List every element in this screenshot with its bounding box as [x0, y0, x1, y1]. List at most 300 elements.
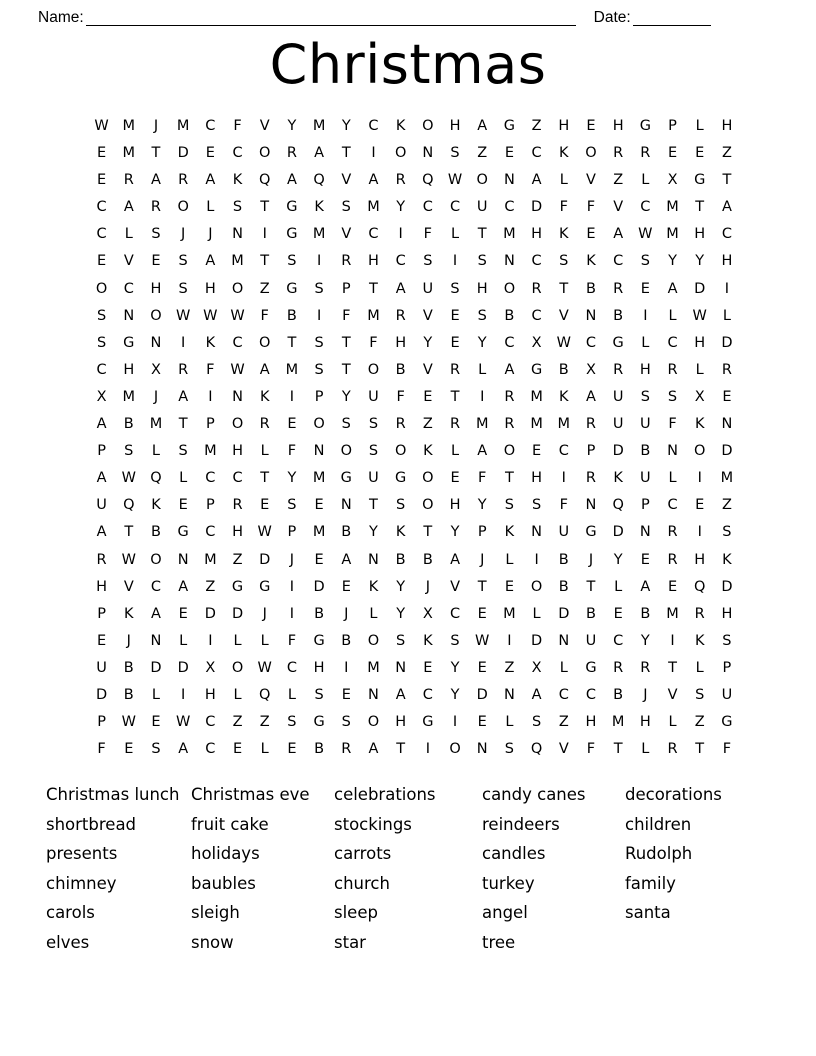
grid-letter: S — [178, 280, 188, 297]
grid-letter: F — [478, 470, 487, 487]
grid-letter: K — [124, 605, 134, 622]
grid-letter: M — [720, 470, 734, 487]
grid-letter: B — [585, 280, 596, 297]
grid-letter: D — [531, 632, 543, 649]
grid-letter: H — [368, 253, 379, 270]
grid-letter: A — [123, 199, 134, 216]
grid-letter: O — [259, 145, 271, 162]
word-list-item[interactable]: baubles — [191, 873, 256, 893]
grid-letter: E — [477, 659, 487, 676]
grid-letter: H — [694, 551, 706, 568]
grid-letter: H — [531, 226, 543, 243]
word-list-item[interactable]: snow — [191, 932, 234, 952]
grid-letter: O — [367, 632, 380, 649]
grid-letter: S — [450, 280, 460, 297]
grid-letter: J — [643, 686, 648, 703]
word-list-item[interactable]: chimney — [46, 873, 117, 893]
grid-letter: S — [477, 307, 487, 324]
grid-letter: N — [177, 551, 189, 568]
grid-letter: C — [613, 253, 624, 270]
grid-letter: A — [151, 605, 161, 622]
grid-letter: S — [341, 199, 351, 216]
grid-letter: E — [586, 118, 596, 134]
grid-letter: E — [232, 741, 243, 758]
grid-letter: Z — [422, 416, 433, 433]
grid-letter: D — [531, 199, 543, 216]
grid-letter: F — [287, 632, 297, 649]
grid-letter: N — [721, 416, 733, 433]
grid-letter: K — [559, 145, 569, 162]
grid-letter: M — [666, 199, 679, 216]
grid-letter: T — [260, 253, 270, 270]
grid-letter: T — [722, 172, 732, 189]
grid-letter: G — [177, 524, 189, 541]
grid-letter: C — [531, 253, 542, 270]
grid-letter: V — [586, 172, 596, 189]
grid-letter: O — [422, 470, 434, 487]
grid-letter: C — [422, 686, 433, 703]
page-title: Christmas — [269, 33, 547, 96]
grid-letter: M — [611, 714, 625, 731]
grid-letter: A — [368, 741, 379, 758]
grid-letter: P — [287, 524, 297, 541]
grid-letter: Y — [640, 632, 650, 649]
grid-letter: O — [150, 307, 162, 324]
grid-letter: O — [476, 172, 488, 189]
word-list-item[interactable]: presents — [46, 844, 118, 864]
grid-letter: I — [316, 307, 322, 324]
word-list-item[interactable]: candy canes — [482, 785, 586, 804]
word-list-item[interactable]: decorations — [625, 785, 722, 804]
grid-letter: I — [697, 524, 702, 541]
grid-letter: C — [150, 578, 162, 595]
grid-letter: Q — [694, 578, 706, 595]
grid-letter: G — [422, 714, 434, 731]
grid-letter: Q — [612, 497, 624, 514]
grid-letter: B — [123, 686, 134, 703]
grid-letter: U — [96, 497, 107, 514]
grid-letter: Z — [232, 714, 243, 731]
grid-letter: S — [396, 632, 406, 649]
grid-letter: L — [233, 686, 242, 703]
grid-letter: P — [586, 443, 596, 460]
grid-letter: S — [504, 741, 515, 758]
grid-letter: J — [425, 578, 430, 595]
grid-letter: E — [640, 551, 650, 568]
grid-letter: S — [124, 443, 134, 460]
grid-letter: Y — [450, 686, 460, 703]
grid-letter: W — [230, 307, 245, 324]
word-list-item[interactable]: family — [625, 873, 676, 893]
grid-letter: M — [557, 416, 571, 433]
grid-letter: U — [558, 524, 570, 541]
grid-letter: Z — [721, 145, 732, 162]
grid-letter: Y — [477, 497, 487, 514]
grid-letter: I — [289, 388, 295, 405]
grid-letter: C — [286, 659, 297, 676]
word-list-item[interactable]: star — [334, 932, 366, 952]
grid-letter: O — [340, 443, 352, 460]
grid-letter: I — [344, 659, 349, 676]
grid-letter: L — [695, 361, 704, 378]
grid-letter: T — [341, 145, 351, 162]
grid-letter: C — [585, 686, 597, 703]
grid-letter: T — [504, 470, 514, 487]
grid-letter: L — [532, 605, 541, 622]
grid-letter: A — [667, 280, 678, 297]
word-list-item[interactable]: carols — [46, 903, 95, 923]
name-label: Name: — [38, 9, 84, 26]
grid-letter: B — [558, 361, 569, 378]
word-list-item[interactable]: church — [334, 873, 390, 893]
grid-letter: M — [312, 470, 326, 487]
grid-letter: C — [205, 741, 216, 758]
grid-letter: V — [558, 307, 569, 324]
grid-letter: C — [558, 443, 569, 460]
grid-letter: O — [367, 361, 380, 378]
grid-letter: R — [341, 741, 352, 758]
grid-letter: T — [613, 741, 623, 758]
grid-letter: N — [340, 497, 352, 514]
grid-letter: C — [368, 226, 379, 243]
grid-letter: T — [695, 741, 705, 758]
grid-letter: S — [232, 199, 243, 216]
grid-letter: I — [371, 145, 376, 162]
grid-letter: L — [722, 307, 731, 324]
grid-letter: F — [722, 741, 732, 758]
word-list-item[interactable]: children — [625, 814, 692, 834]
word-list-item[interactable]: reindeers — [482, 814, 560, 834]
grid-letter: Q — [150, 470, 162, 487]
grid-letter: G — [313, 632, 325, 649]
grid-letter: W — [121, 714, 136, 731]
grid-letter: N — [422, 145, 434, 162]
grid-letter: H — [232, 443, 243, 460]
grid-letter: S — [368, 443, 379, 460]
grid-letter: Y — [695, 253, 705, 270]
grid-letter: B — [504, 307, 515, 324]
grid-letter: T — [287, 334, 297, 351]
grid-letter: T — [586, 578, 596, 595]
grid-letter: H — [232, 524, 243, 541]
grid-letter: O — [449, 741, 461, 758]
grid-letter: G — [123, 334, 135, 351]
grid-letter: I — [643, 307, 648, 324]
grid-letter: R — [178, 361, 189, 378]
word-list-item[interactable]: Christmas eve — [191, 785, 310, 804]
grid-letter: H — [721, 118, 733, 134]
grid-letter: R — [667, 361, 678, 378]
grid-letter: T — [369, 497, 378, 514]
grid-letter: N — [639, 524, 651, 541]
grid-letter: S — [667, 388, 678, 405]
grid-letter: E — [613, 605, 623, 622]
word-list-item[interactable]: elves — [46, 932, 90, 952]
grid-letter: O — [231, 280, 244, 297]
grid-letter: N — [123, 307, 135, 324]
grid-letter: W — [94, 118, 109, 134]
grid-letter: R — [585, 470, 596, 487]
grid-letter: T — [341, 361, 351, 378]
grid-letter: R — [150, 199, 161, 216]
grid-letter: E — [205, 145, 215, 162]
grid-letter: B — [123, 659, 134, 676]
grid-letter: I — [289, 578, 295, 595]
grid-letter: P — [477, 524, 487, 541]
grid-letter: A — [477, 118, 488, 134]
grid-letter: T — [260, 470, 270, 487]
grid-letter: L — [505, 714, 514, 731]
grid-letter: T — [369, 280, 378, 297]
grid-letter: Z — [477, 145, 488, 162]
grid-letter: Z — [721, 497, 732, 514]
grid-letter: E — [504, 578, 514, 595]
grid-letter: R — [232, 497, 243, 514]
grid-letter: D — [612, 524, 624, 541]
grid-letter: L — [124, 226, 133, 243]
grid-letter: E — [586, 226, 596, 243]
grid-letter: N — [395, 659, 407, 676]
grid-letter: E — [450, 334, 460, 351]
grid-letter: I — [452, 714, 458, 731]
grid-letter: S — [450, 632, 460, 649]
grid-letter: D — [259, 551, 271, 568]
grid-letter: S — [477, 253, 487, 270]
grid-letter: I — [697, 470, 702, 487]
grid-letter: K — [314, 199, 324, 216]
grid-letter: A — [178, 388, 189, 405]
word-list-item[interactable]: angel — [482, 903, 528, 923]
grid-letter: B — [314, 605, 325, 622]
grid-letter: A — [477, 443, 488, 460]
grid-letter: I — [507, 632, 512, 649]
word-list-item[interactable]: sleep — [334, 903, 378, 923]
grid-letter: Q — [123, 497, 135, 514]
grid-letter: R — [640, 659, 651, 676]
grid-letter: R — [613, 659, 624, 676]
grid-letter: C — [721, 226, 732, 243]
grid-letter: C — [531, 307, 542, 324]
grid-letter: M — [312, 524, 326, 541]
grid-letter: E — [695, 497, 705, 514]
grid-letter: H — [639, 361, 651, 378]
grid-letter: Y — [287, 470, 297, 487]
word-list-item[interactable]: shortbread — [46, 814, 137, 834]
grid-letter: M — [530, 416, 543, 433]
grid-letter: Z — [558, 714, 569, 731]
grid-letter: W — [257, 524, 272, 541]
grid-letter: R — [504, 388, 515, 405]
grid-letter: S — [314, 280, 324, 297]
grid-letter: F — [586, 741, 596, 758]
grid-letter: I — [181, 334, 186, 351]
word-list-item[interactable]: holidays — [191, 844, 260, 864]
grid-letter: R — [613, 280, 624, 297]
grid-letter: E — [667, 145, 678, 162]
grid-letter: Z — [259, 280, 270, 297]
grid-letter: Z — [613, 172, 624, 189]
grid-letter: I — [208, 632, 213, 649]
grid-letter: C — [585, 334, 597, 351]
grid-letter: I — [316, 253, 322, 270]
grid-letter: I — [181, 686, 186, 703]
grid-letter: R — [531, 280, 542, 297]
word-list-item[interactable]: celebrations — [334, 785, 436, 804]
grid-letter: S — [178, 443, 188, 460]
grid-letter: H — [313, 659, 325, 676]
word-list-item[interactable]: carrots — [334, 844, 392, 864]
grid-letter: W — [121, 470, 136, 487]
grid-letter: S — [640, 253, 650, 270]
grid-letter: A — [151, 172, 161, 189]
date-input-line[interactable] — [633, 12, 711, 26]
grid-letter: W — [475, 632, 490, 649]
grid-letter: S — [314, 334, 324, 351]
grid-letter: E — [178, 605, 188, 622]
grid-letter: C — [96, 199, 107, 216]
grid-letter: G — [694, 172, 706, 189]
grid-letter: S — [504, 497, 515, 514]
grid-letter: X — [667, 172, 678, 189]
grid-letter: X — [151, 361, 161, 378]
grid-letter: L — [695, 118, 704, 134]
grid-letter: Y — [396, 578, 406, 595]
grid-letter: C — [232, 470, 243, 487]
grid-letter: O — [503, 280, 516, 297]
grid-letter: H — [123, 361, 135, 378]
word-list-item[interactable]: turkey — [482, 873, 535, 893]
grid-letter: H — [96, 578, 108, 595]
grid-letter: L — [695, 659, 704, 676]
grid-letter: I — [452, 253, 458, 270]
grid-letter: C — [395, 253, 406, 270]
word-list-item[interactable]: tree — [482, 932, 516, 952]
grid-letter: V — [667, 686, 678, 703]
grid-letter: H — [204, 280, 216, 297]
grid-letter: Z — [694, 714, 705, 731]
grid-letter: E — [287, 416, 297, 433]
grid-letter: Y — [341, 388, 351, 405]
grid-letter: A — [531, 172, 542, 189]
grid-letter: O — [422, 118, 434, 134]
grid-letter: P — [640, 497, 650, 514]
grid-letter: K — [368, 578, 379, 595]
grid-letter: S — [287, 497, 297, 514]
grid-letter: X — [694, 388, 705, 405]
grid-letter: F — [233, 118, 242, 134]
grid-letter: R — [286, 145, 297, 162]
grid-letter: A — [613, 226, 624, 243]
word-search-grid — [88, 113, 741, 763]
grid-letter: N — [503, 686, 515, 703]
grid-letter: F — [559, 497, 568, 514]
grid-letter: E — [341, 686, 351, 703]
grid-letter: C — [232, 145, 243, 162]
grid-letter: C — [449, 199, 461, 216]
grid-letter: P — [97, 605, 106, 622]
grid-letter: Z — [504, 659, 515, 676]
word-list-item[interactable]: fruit cake — [191, 814, 269, 834]
grid-letter: A — [368, 172, 379, 189]
grid-letter: K — [151, 497, 161, 514]
grid-letter: X — [96, 388, 107, 405]
grid-letter: E — [667, 578, 678, 595]
grid-letter: V — [259, 118, 270, 134]
grid-letter: R — [640, 145, 651, 162]
grid-letter: W — [175, 714, 191, 731]
grid-letter: W — [230, 361, 245, 378]
grid-letter: B — [395, 551, 406, 568]
word-list-item[interactable]: Rudolph — [625, 844, 693, 864]
grid-letter: S — [287, 714, 297, 731]
word-list-item[interactable]: Christmas lunch — [46, 785, 180, 804]
grid-letter: S — [695, 686, 705, 703]
grid-letter: A — [586, 388, 596, 405]
grid-letter: S — [341, 714, 351, 731]
grid-letter: A — [178, 741, 189, 758]
grid-letter: J — [153, 118, 159, 134]
grid-letter: B — [640, 605, 651, 622]
word-list-item[interactable]: candles — [482, 844, 546, 864]
grid-letter: G — [259, 578, 271, 595]
grid-letter: O — [150, 551, 162, 568]
grid-letter: U — [96, 659, 107, 676]
grid-letter: G — [286, 226, 298, 243]
grid-letter: R — [667, 524, 678, 541]
grid-letter: E — [178, 497, 188, 514]
grid-letter: M — [666, 605, 679, 622]
name-input-line[interactable] — [86, 12, 576, 26]
grid-letter: K — [613, 470, 623, 487]
grid-letter: V — [558, 741, 569, 758]
grid-letter: B — [395, 361, 406, 378]
grid-letter: G — [231, 578, 244, 595]
grid-letter: L — [668, 307, 677, 324]
grid-letter: M — [149, 416, 163, 433]
grid-letter: T — [559, 280, 569, 297]
word-list-item[interactable]: santa — [625, 903, 671, 923]
grid-letter: J — [181, 226, 186, 243]
grid-letter: O — [367, 714, 380, 731]
grid-letter: W — [121, 551, 136, 568]
grid-letter: G — [530, 361, 543, 378]
grid-letter: U — [422, 280, 434, 297]
grid-letter: F — [342, 307, 351, 324]
grid-letter: S — [151, 741, 161, 758]
grid-letter: G — [639, 118, 651, 134]
grid-letter: M — [666, 226, 679, 243]
grid-letter: W — [257, 659, 272, 676]
grid-letter: M — [503, 605, 516, 622]
grid-letter: O — [313, 416, 325, 433]
grid-letter: O — [530, 578, 543, 595]
grid-letter: K — [694, 632, 705, 649]
grid-letter: I — [724, 280, 730, 297]
grid-letter: Z — [259, 714, 270, 731]
grid-letter: S — [531, 497, 542, 514]
grid-letter: S — [96, 334, 107, 351]
grid-letter: P — [722, 659, 732, 676]
grid-letter: R — [694, 605, 705, 622]
grid-letter: E — [423, 388, 433, 405]
grid-letter: D — [177, 145, 189, 162]
word-list-item[interactable]: stockings — [334, 814, 412, 834]
grid-letter: F — [260, 307, 269, 324]
grid-letter: Y — [423, 334, 433, 351]
word-list-item[interactable]: sleigh — [191, 903, 240, 923]
grid-letter: M — [122, 388, 136, 405]
grid-letter: Y — [450, 659, 460, 676]
